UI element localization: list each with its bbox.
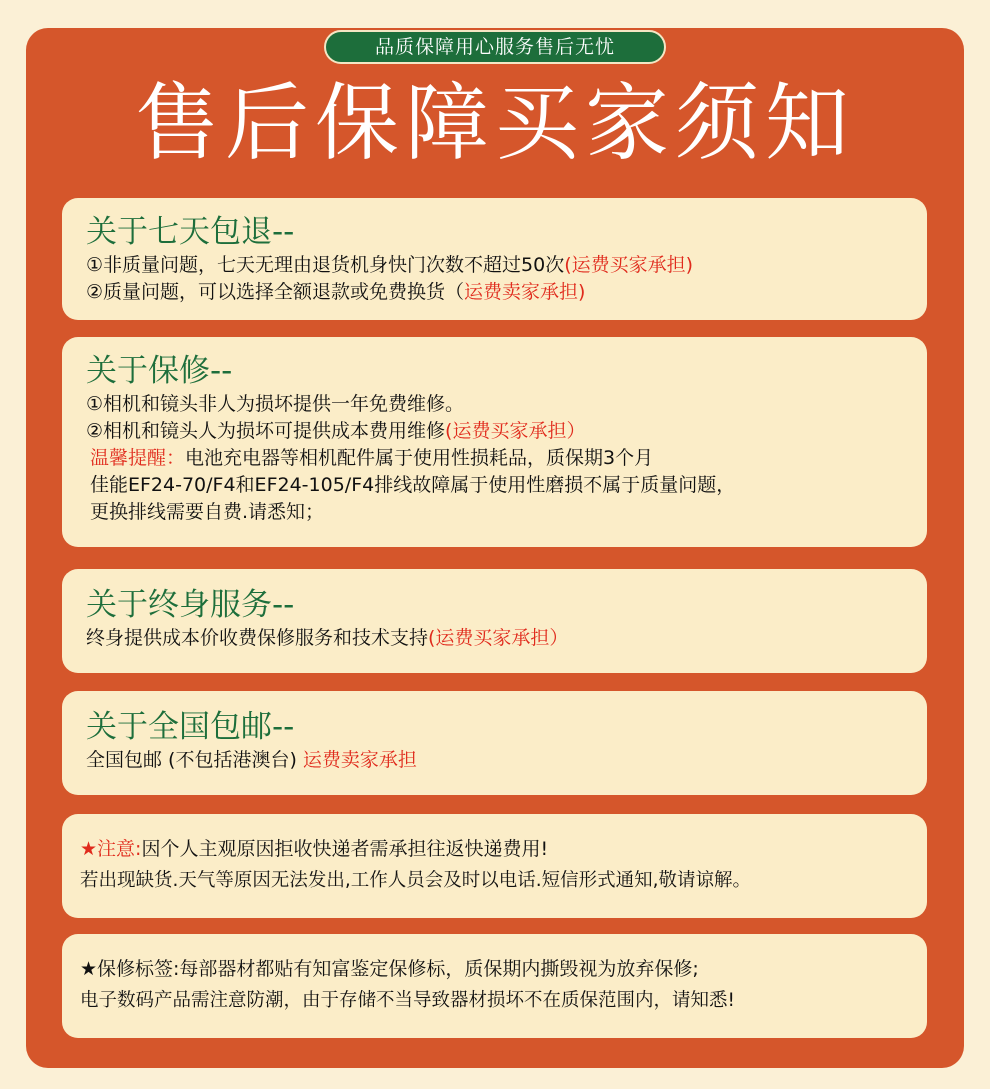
notice-label: ★注意: bbox=[80, 838, 142, 860]
notice-card bbox=[62, 814, 927, 918]
tip-line: 佳能EF24-70/F4和EF24-105/F4排线故障属于使用性磨损不属于质量问题， bbox=[90, 474, 736, 496]
notice-line: 若出现缺货.天气等原因无法发出,工作人员会及时以电话.短信形式通知,敬请谅解。 bbox=[80, 870, 752, 891]
page-title: 售后保障买家须知 bbox=[134, 74, 855, 172]
lifetime-service-card bbox=[62, 569, 927, 673]
free-shipping-card bbox=[62, 691, 927, 795]
shipping-note: (运费买家承担） bbox=[428, 627, 569, 649]
section-title: 关于保修-- bbox=[86, 353, 233, 389]
list-item bbox=[86, 625, 927, 652]
tip-text: 电池充电器等相机配件属于使用性损耗品，质保期3个月 bbox=[185, 447, 654, 469]
tip-line: 更换排线需要自费.请悉知； bbox=[90, 501, 325, 523]
warranty-tag-card bbox=[62, 934, 927, 1038]
seven-day-return-card bbox=[62, 198, 927, 320]
warranty-tag-line: 电子数码产品需注意防潮，由于存储不当导致器材损坏不在质保范围内，请知悉! bbox=[80, 990, 735, 1011]
shipping-note: 运费卖家承担 bbox=[302, 749, 417, 771]
slogan-ribbon: 品质保障用心服务售后无忧 bbox=[324, 30, 666, 64]
list-item bbox=[86, 391, 927, 418]
warranty-card bbox=[62, 337, 927, 547]
list-item bbox=[86, 279, 927, 306]
list-item bbox=[86, 418, 927, 445]
list-item bbox=[86, 252, 927, 279]
list-item bbox=[86, 747, 927, 774]
section-title: 关于全国包邮-- bbox=[86, 709, 295, 745]
notice-text: 因个人主观原因拒收快递者需承担往返快递费用! bbox=[141, 838, 549, 860]
item-text: 终身提供成本价收费保修服务和技术支持 bbox=[86, 627, 429, 649]
shipping-note: (运费买家承担） bbox=[445, 420, 586, 442]
shipping-note: (运费买家承担) bbox=[564, 254, 694, 276]
tip-label: 温馨提醒： bbox=[90, 447, 186, 469]
item-text: 全国包邮 (不包括港澳台) bbox=[86, 749, 303, 771]
item-text: ①相机和镜头非人为损坏提供一年免费维修。 bbox=[86, 393, 465, 415]
shipping-note: 运费卖家承担) bbox=[464, 281, 586, 303]
section-title: 关于终身服务-- bbox=[86, 587, 295, 623]
item-text: ②相机和镜头人为损坏可提供成本费用维修 bbox=[86, 420, 446, 442]
notice-line bbox=[80, 834, 927, 865]
section-title: 关于七天包退-- bbox=[86, 214, 295, 250]
item-text: ①非质量问题，七天无理由退货机身快门次数不超过50次 bbox=[86, 254, 565, 276]
item-text: ②质量问题，可以选择全额退款或免费换货（ bbox=[86, 281, 465, 303]
warranty-tag-line: ★保修标签:每部器材都贴有知富鉴定保修标，质保期内撕毁视为放弃保修; bbox=[80, 958, 699, 980]
tip-line bbox=[86, 445, 927, 472]
